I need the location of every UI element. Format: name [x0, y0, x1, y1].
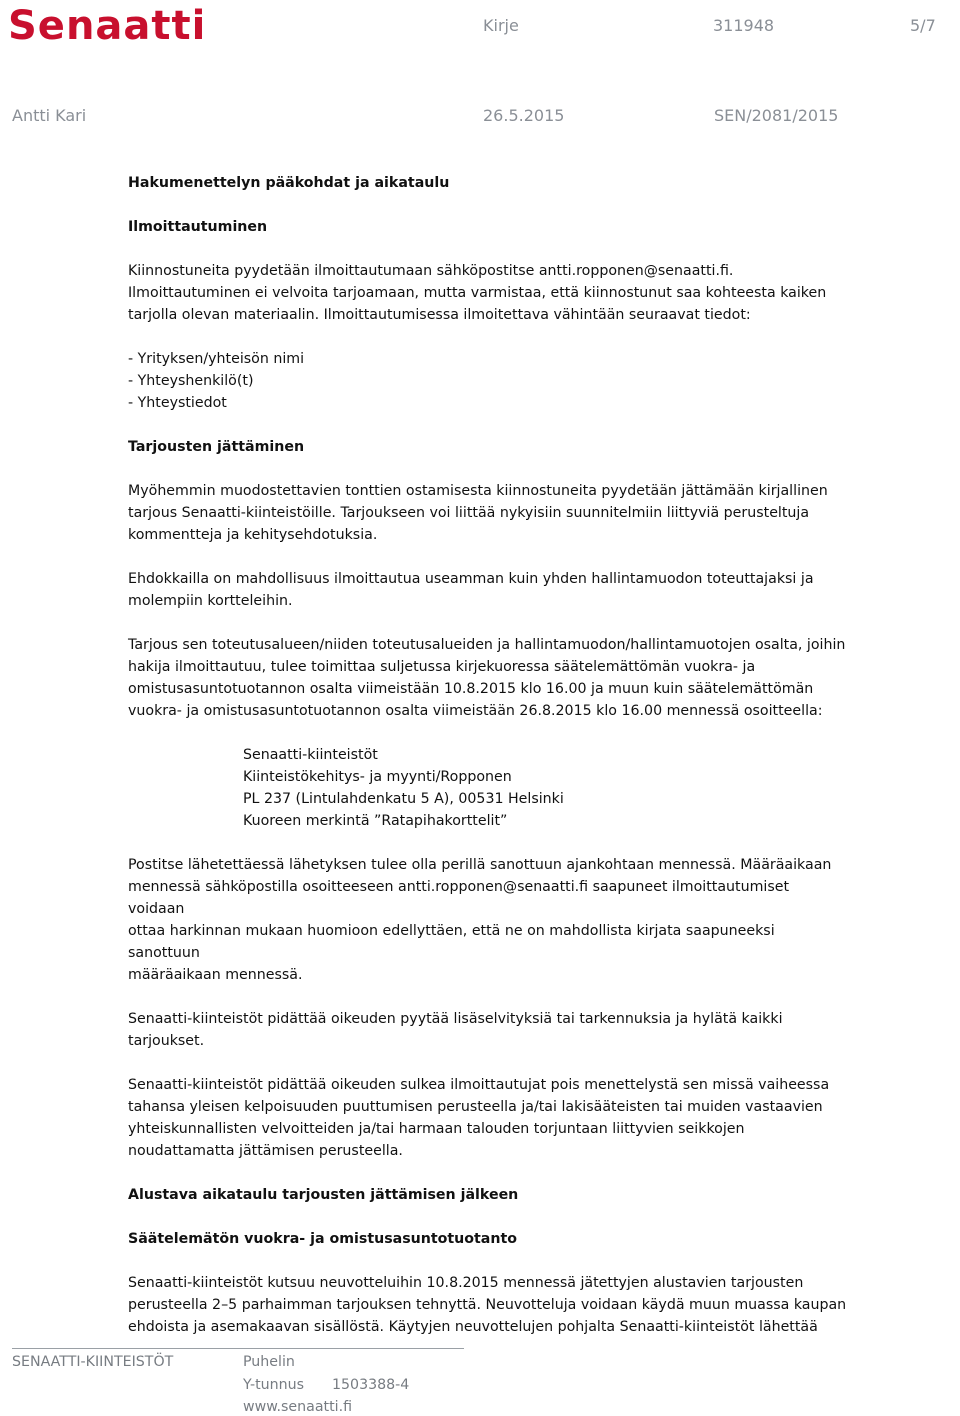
paragraph-line: hakija ilmoittautuu, tulee toimittaa suljetussa kirjekuoressa säätelemättömän vuokra- ja	[128, 659, 756, 675]
document-body	[128, 172, 848, 1338]
paragraph-line: Ehdokkailla on mahdollisuus ilmoittautua useamman kuin yhden hallintamuodon toteuttajaksi ja	[128, 571, 814, 587]
doc-reference: SEN/2081/2015	[714, 106, 839, 125]
author: Antti Kari	[12, 106, 87, 125]
paragraph-line: Senaatti-kiinteistöt pidättää oikeuden pyytää lisäselvityksiä tai tarkennuksia ja hylätä kaikki tarjoukset.	[128, 1011, 783, 1049]
page-number: 5/7	[910, 16, 936, 35]
registration-line-1: Kiinnostuneita pyydetään ilmoittautumaan sähköpostitse antti.ropponen@senaatti.fi.	[128, 263, 734, 279]
doc-type: Kirje	[483, 16, 519, 35]
address-line: Kuoreen merkintä ”Ratapihakorttelit”	[243, 813, 508, 829]
registration-line-2: Ilmoittautuminen ei velvoita tarjoamaan, mutta varmistaa, että kiinnostunut saa kohteesta kaiken	[128, 285, 827, 301]
footer-ytunnus-value: 1503388-4	[332, 1377, 410, 1393]
heading-unregulated-housing: Säätelemätön vuokra- ja omistusasuntotuotanto	[128, 1231, 518, 1247]
paragraph-line: molempiin kortteleihin.	[128, 593, 293, 609]
paragraph-line: vuokra- ja omistusasuntotuotannon osalta viimeistään 26.8.2015 klo 16.00 mennessä osoitteella:	[128, 703, 823, 719]
list-item: - Yhteyshenkilö(t)	[128, 373, 254, 389]
list-item: - Yhteystiedot	[128, 395, 227, 411]
registration-line-3: tarjolla olevan materiaalin. Ilmoittautumisessa ilmoitettava vähintään seuraavat tiedot:	[128, 307, 751, 323]
footer-ytunnus-label: Y-tunnus	[243, 1377, 305, 1393]
paragraph-line: ehdoista ja asemakaavan sisällöstä. Käytyjen neuvottelujen pohjalta Senaatti-kiinteistöt lähettää	[128, 1319, 818, 1335]
paragraph-line: tahansa yleisen kelpoisuuden puuttumisen perusteella ja/tai lakisääteisten tai muiden vastaavien	[128, 1099, 823, 1115]
doc-number: 311948	[713, 16, 775, 35]
paragraph-line: kommentteja ja kehitysehdotuksia.	[128, 527, 378, 543]
paragraph-line: Tarjous sen toteutusalueen/niiden toteutusalueiden ja hallintamuodon/hallintamuotojen osalta, joihin	[128, 637, 846, 653]
paragraph-line: Senaatti-kiinteistöt pidättää oikeuden sulkea ilmoittautujat pois menettelystä sen missä vaiheessa	[128, 1077, 830, 1093]
footer-divider	[12, 1348, 464, 1349]
paragraph-line: perusteella 2–5 parhaimman tarjouksen tehnyttä. Neuvotteluja voidaan käydä muun muassa kaupan	[128, 1297, 847, 1313]
paragraph-line: määräaikaan mennessä.	[128, 967, 303, 983]
address-line: PL 237 (Lintulahdenkatu 5 A), 00531 Helsinki	[243, 791, 564, 807]
paragraph-line: noudattamatta jättämisen perusteella.	[128, 1143, 403, 1159]
senaatti-logo: Senaatti	[8, 3, 207, 49]
paragraph-line: omistusasuntotuotannon osalta viimeistään 10.8.2015 klo 16.00 ja muun kuin säätelemättömän	[128, 681, 814, 697]
paragraph-line: yhteiskunnallisten velvoitteiden ja/tai harmaan talouden torjuntaan liittyvien seikkojen	[128, 1121, 745, 1137]
list-item: - Yrityksen/yhteisön nimi	[128, 351, 305, 367]
address-line: Kiinteistökehitys- ja myynti/Ropponen	[243, 769, 512, 785]
footer-company: SENAATTI-KIINTEISTÖT	[12, 1354, 174, 1370]
paragraph-line: Myöhemmin muodostettavien tonttien ostamisesta kiinnostuneita pyydetään jättämään kirjallinen	[128, 483, 828, 499]
footer-website[interactable]: www.senaatti.fi	[243, 1399, 353, 1415]
heading-submission: Tarjousten jättäminen	[128, 439, 305, 455]
address-line: Senaatti-kiinteistöt	[243, 747, 378, 763]
paragraph-line: Senaatti-kiinteistöt kutsuu neuvotteluihin 10.8.2015 mennessä jätettyjen alustavien tarjousten	[128, 1275, 804, 1291]
doc-date: 26.5.2015	[483, 106, 565, 125]
paragraph-line: tarjous Senaatti-kiinteistöille. Tarjoukseen voi liittää nykyisiin suunnitelmiin liittyviä perusteltuja	[128, 505, 810, 521]
paragraph-line: mennessä sähköpostilla osoitteeseen antti.ropponen@senaatti.fi saapuneet ilmoittautumiset voidaan	[128, 879, 790, 917]
heading-schedule: Alustava aikataulu tarjousten jättämisen jälkeen	[128, 1187, 519, 1203]
heading-registration: Ilmoittautuminen	[128, 219, 268, 235]
footer-phone-label: Puhelin	[243, 1354, 295, 1370]
section-title: Hakumenettelyn pääkohdat ja aikataulu	[128, 175, 450, 191]
paragraph-line: Postitse lähetettäessä lähetyksen tulee olla perillä sanottuun ajankohtaan mennessä. Määräaikaan	[128, 857, 832, 873]
paragraph-line: ottaa harkinnan mukaan huomioon edellyttäen, että ne on mahdollista kirjata saapuneeksi sanottuun	[128, 923, 775, 961]
